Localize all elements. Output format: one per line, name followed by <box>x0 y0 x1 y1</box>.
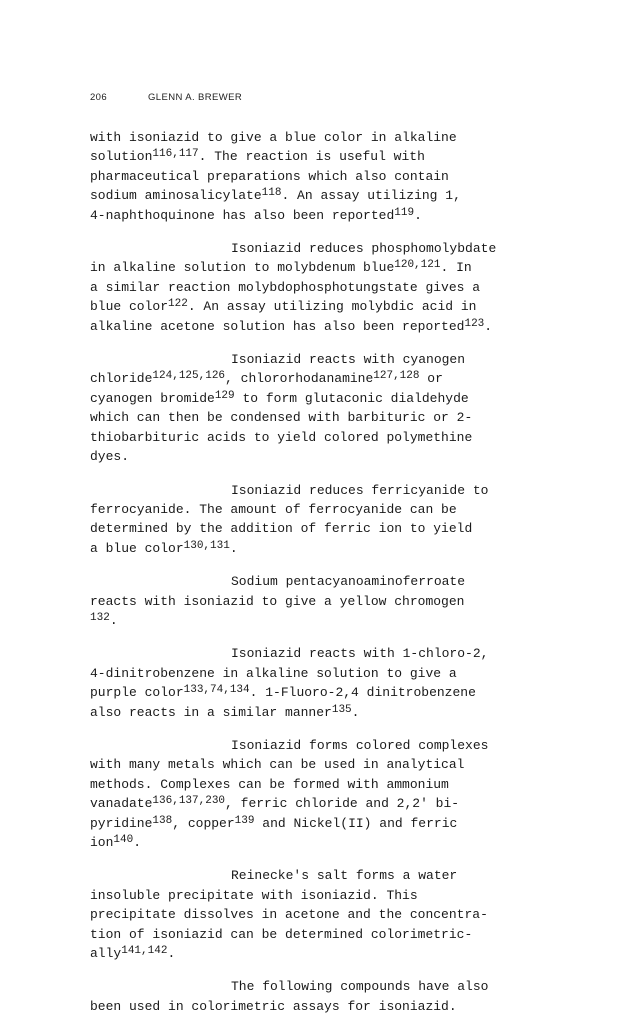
running-header <box>90 92 242 103</box>
text-line: been used in colorimetric assays for isoniazid. <box>90 998 457 1014</box>
paragraph <box>90 866 540 963</box>
paragraph <box>90 239 540 336</box>
text-line: ferrocyanide. The amount of ferrocyanide can be <box>90 501 457 517</box>
citation-superscript: 140 <box>113 834 134 846</box>
citation-superscript: 139 <box>234 814 255 827</box>
citation-superscript: 133,74,134 <box>183 684 250 697</box>
page-number: 206 <box>90 92 108 103</box>
citation-superscript: 122 <box>168 298 188 311</box>
text-line: Reinecke's salt forms a water <box>231 868 458 884</box>
paragraph <box>90 572 540 630</box>
citation-superscript: 132 <box>90 611 110 624</box>
text-line: purple color$^{133,74,134}$. 1-Fluoro-2,4 dinitrobenzene <box>90 684 476 701</box>
text-line: which can then be condensed with barbituric or 2- <box>90 410 473 426</box>
text-line: Isoniazid reduces ferricyanide to <box>231 482 489 498</box>
text-line: cyanogen bromide$^{129}$ to form glutaconic dialdehyde <box>90 389 469 406</box>
text-line: Isoniazid reacts with 1-chloro-2, <box>231 646 489 662</box>
paragraph <box>90 736 540 852</box>
text-line: alkaline acetone solution has also been reported$^{123}$. <box>90 317 493 334</box>
text-line: sodium aminosalicylate$^{118}$. An assay utilizing 1, <box>90 187 461 204</box>
text-line: determined by the addition of ferric ion to yield <box>90 521 473 537</box>
citation-superscript: 129 <box>214 389 235 402</box>
text-line: a blue color$^{130,131}$. <box>90 539 238 556</box>
text-line: methods. Complexes can be formed with ammonium <box>90 776 449 792</box>
citation-superscript: 130,131 <box>183 539 230 552</box>
paragraph <box>90 977 540 1016</box>
citation-superscript: 123 <box>464 317 485 330</box>
text-line: Isoniazid reduces phosphomolybdate <box>231 241 497 257</box>
citation-superscript: 141,142 <box>121 945 168 958</box>
text-line: a similar reaction molybdophosphotungstate gives a <box>90 279 481 295</box>
text-line: 4-dinitrobenzene in alkaline solution to give a <box>90 665 457 681</box>
text-line: Sodium pentacyanoaminoferroate <box>231 574 466 590</box>
citation-superscript: 135 <box>331 703 352 716</box>
text-line: pharmaceutical preparations which also contain <box>90 168 449 184</box>
text-line: Isoniazid forms colored complexes <box>231 737 489 753</box>
running-head-author: GLENN A. BREWER <box>148 92 243 103</box>
text-line: blue color$^{122}$. An assay utilizing molybdic acid in <box>90 298 477 315</box>
text-line: precipitate dissolves in acetone and the concentra- <box>90 907 488 923</box>
paragraph <box>90 128 540 225</box>
text-line: thiobarbituric acids to yield colored polymethine <box>90 429 473 445</box>
citation-superscript: 124,125,126 <box>152 370 226 383</box>
body-text <box>90 128 540 1016</box>
text-line: with many metals which can be used in analytical <box>90 757 465 773</box>
text-line: dyes. <box>90 449 130 465</box>
text-line: Isoniazid reacts with cyanogen <box>231 352 466 368</box>
text-line: solution$^{116,117}$. The reaction is useful with <box>90 148 425 165</box>
citation-superscript: 116,117 <box>152 148 199 161</box>
citation-superscript: 136,137,230 <box>152 795 226 808</box>
text-line: $^{132}$. <box>90 611 118 628</box>
citation-superscript: 120,121 <box>394 259 441 272</box>
citation-superscript: 118 <box>261 187 282 200</box>
paragraph <box>90 481 540 559</box>
citation-superscript: 127,128 <box>373 370 420 383</box>
paragraph <box>90 644 540 722</box>
text-line: with isoniazid to give a blue color in alkaline <box>90 130 457 145</box>
text-line: The following compounds have also <box>231 979 489 995</box>
paragraph <box>90 350 540 466</box>
text-line: chloride$^{124,125,126}$, chlororhodanamine$^{127,128}$ or <box>90 370 443 387</box>
text-line: tion of isoniazid can be determined colorimetric- <box>90 926 473 942</box>
text-line: ion$^{140}$. <box>90 834 142 850</box>
text-line: in alkaline solution to molybdenum blue$^{120,121}$. In <box>90 259 472 276</box>
text-line: also reacts in a similar manner$^{135}$. <box>90 703 360 720</box>
text-line: vanadate$^{136,137,230}$, ferric chloride and 2,2' bi- <box>90 795 460 812</box>
text-line: ally$^{141,142}$. <box>90 945 176 962</box>
text-line: insoluble precipitate with isoniazid. This <box>90 887 418 903</box>
text-line: 4-naphthoquinone has also been reported$^{119}$. <box>90 206 422 223</box>
citation-superscript: 119 <box>394 206 415 219</box>
text-line: pyridine$^{138}$, copper$^{139}$ and Nickel(II) and ferric <box>90 814 458 831</box>
text-line: reacts with isoniazid to give a yellow chromogen <box>90 593 465 609</box>
citation-superscript: 138 <box>152 814 173 827</box>
